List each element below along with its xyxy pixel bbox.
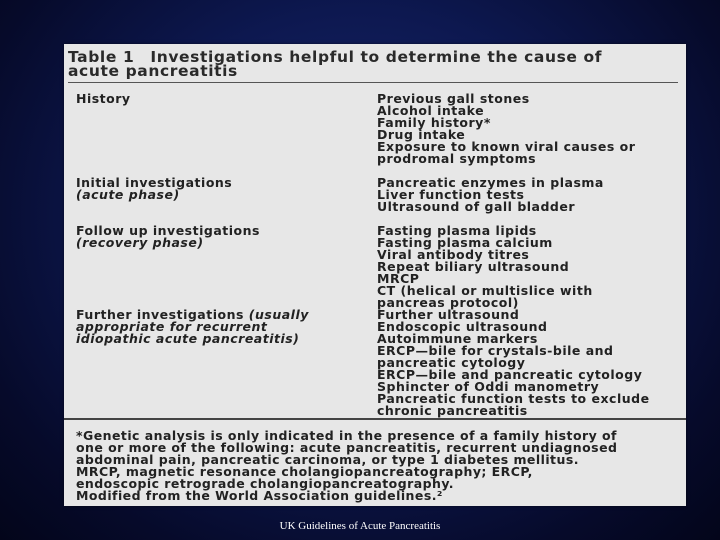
row-label-history: History [76,91,131,106]
list-item: Exposure to known viral causes or [377,139,636,154]
list-item: Pancreatic enzymes in plasma [377,175,604,190]
row-label-further: Further investigations (usually appropriate for recurrent idiopathic acute pancreatitis) [76,307,309,346]
list-item: Repeat biliary ultrasound [377,259,570,274]
list-item: prodromal symptoms [377,151,537,166]
list-item: MRCP [377,271,420,286]
row-items-history [377,93,682,165]
table-footnote: *Genetic analysis is only indicated in the presence of a family history of one or more of the following: acute pancreatitis, recurrent undiagnosed abdominal pain, pancreatic carcinoma, or type 1 diabetes mellitus. MRCP, magnetic resonance cholangiopancreatography; ERCP, endoscopic retrograde cholangiopancreatography. Modified from the World Association guidelines.² [76,428,618,503]
list-item: pancreatic cytology [377,355,526,370]
list-item: chronic pancreatitis [377,403,528,418]
list-item: Pancreatic function tests to exclude [377,391,650,406]
row-items-initial [377,177,682,213]
table-number: Table 1 [68,48,135,66]
table-title [68,50,680,78]
list-item: Endoscopic ultrasound [377,319,548,334]
list-item: Further ultrasound [377,307,520,322]
row-items-followup [377,225,682,309]
list-item: Family history* [377,115,491,130]
list-item: Liver function tests [377,187,525,202]
list-item: Alcohol intake [377,103,485,118]
row-label-followup: Follow up investigations (recovery phase) [76,223,260,250]
table-title-line2: acute pancreatitis [68,62,238,80]
list-item: Fasting plasma lipids [377,223,537,238]
list-item: Viral antibody titres [377,247,530,262]
list-item: ERCP—bile and pancreatic cytology [377,367,643,382]
list-item: CT (helical or multislice with [377,283,593,298]
slide-caption: UK Guidelines of Acute Pancreatitis [279,520,441,532]
list-item: Previous gall stones [377,91,530,106]
table-title-line1: Investigations helpful to determine the cause of [150,48,603,66]
list-item: Drug intake [377,127,466,142]
list-item: ERCP—bile for crystals-bile and [377,343,614,358]
list-item: pancreas protocol) [377,295,519,310]
row-items-further [377,309,682,417]
title-divider [68,82,678,83]
row-label-initial: Initial investigations (acute phase) [76,175,233,202]
list-item: Sphincter of Oddi manometry [377,379,600,394]
footnote-divider [64,418,686,420]
list-item: Autoimmune markers [377,331,538,346]
list-item: Ultrasound of gall bladder [377,199,576,214]
table-image [64,44,686,506]
list-item: Fasting plasma calcium [377,235,553,250]
